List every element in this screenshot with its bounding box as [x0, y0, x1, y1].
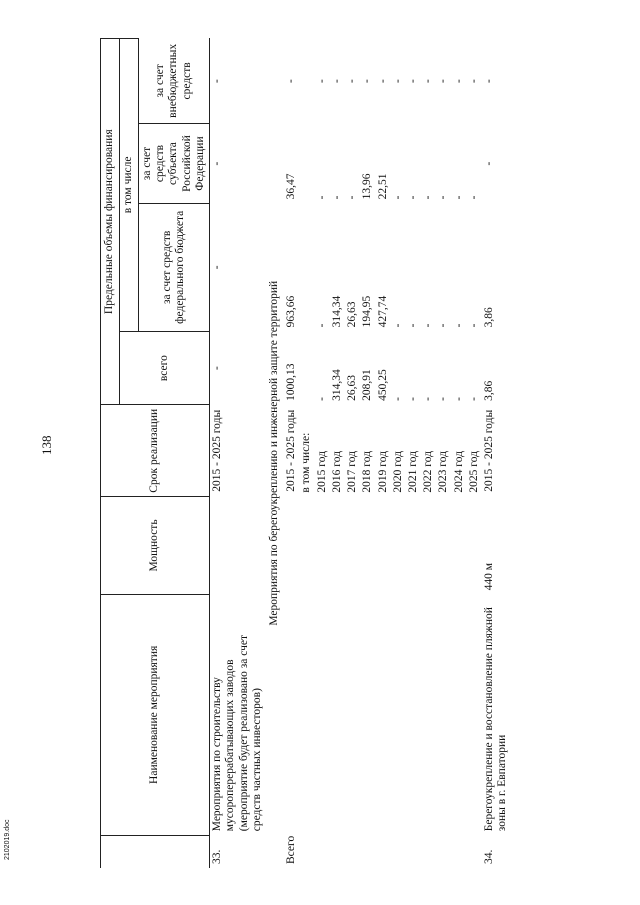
year-reg: - [330, 195, 343, 200]
year-total: 450,25 [376, 369, 389, 401]
year-row [421, 39, 436, 869]
incl-label: в том числе: [300, 432, 313, 493]
year-total: 314,34 [330, 369, 343, 401]
year-total: - [315, 397, 328, 401]
year-label: 2021 год [406, 451, 419, 493]
year-ext: - [452, 79, 465, 84]
header-limits: Предельные объемы финансирования [101, 39, 120, 405]
year-fed: - [437, 323, 450, 328]
page-number: 138 [39, 435, 54, 455]
year-fed: 26,63 [346, 301, 359, 328]
section-title: Мероприятия по берегоукреплению и инженерной защите территорий [267, 280, 280, 626]
year-row [467, 39, 482, 869]
year-reg: - [422, 195, 435, 200]
year-ext: - [315, 79, 328, 84]
year-total: - [467, 397, 480, 401]
year-label: 2017 год [346, 451, 359, 493]
year-row [436, 39, 451, 869]
total-ext: - [285, 79, 298, 84]
year-label: 2015 год [315, 451, 328, 493]
year-fed: - [391, 323, 404, 328]
year-ext: - [376, 79, 389, 84]
year-fed: - [452, 323, 465, 328]
year-reg: - [467, 195, 480, 200]
row-total: - [211, 366, 224, 371]
row-ext: - [483, 79, 496, 84]
row-reg: - [211, 161, 224, 166]
year-total: - [391, 397, 404, 401]
year-fed: - [315, 323, 328, 328]
year-label: 2019 год [376, 451, 389, 493]
year-label: 2022 год [422, 451, 435, 493]
table-row [284, 39, 299, 869]
header-num [101, 835, 210, 868]
total-reg: 36,47 [285, 173, 298, 200]
year-row [406, 39, 421, 869]
year-reg: 13,96 [361, 173, 374, 200]
year-label: 2024 год [452, 451, 465, 493]
header-incl: в том числе [120, 39, 139, 332]
year-label: 2023 год [437, 451, 450, 493]
year-ext: - [346, 79, 359, 84]
year-total: - [452, 397, 465, 401]
header-name: Наименование мероприятия [101, 594, 210, 835]
year-reg: - [346, 195, 359, 200]
year-label: 2018 год [361, 451, 374, 493]
year-label: 2020 год [391, 451, 404, 493]
year-fed: - [467, 323, 480, 328]
header-total: всего [120, 331, 210, 405]
year-row [452, 39, 467, 869]
row-term: 2015 - 2025 годы [483, 409, 496, 492]
year-ext: - [422, 79, 435, 84]
year-fed: 194,95 [361, 295, 374, 328]
header-reg: за счет средств субъекта Российской Федерации [139, 124, 210, 204]
total-term: 2015 - 2025 годы [285, 409, 298, 492]
year-ext: - [391, 79, 404, 84]
year-fed: 314,34 [330, 295, 343, 328]
year-reg: - [391, 195, 404, 200]
row-fed: - [211, 265, 224, 270]
year-fed: 427,74 [376, 295, 389, 328]
row-name: Мероприятия по строительству мусороперерабатывающих заводов (мероприятие будет реализовано за счет средств частных инвесторов) [211, 634, 263, 832]
year-ext: - [406, 79, 419, 84]
year-row [345, 39, 360, 869]
financing-table [100, 38, 510, 868]
total-total: 1000,13 [285, 363, 298, 401]
row-ext: - [211, 79, 224, 84]
year-fed: - [406, 323, 419, 328]
year-total: 26,63 [346, 375, 359, 401]
file-footer: 2102019.doc [4, 819, 11, 860]
row-fed: 3,86 [483, 307, 496, 328]
table-row [299, 39, 314, 869]
rotated-page [40, 22, 600, 882]
row-num: 33. [211, 849, 224, 864]
year-label: 2016 год [330, 451, 343, 493]
year-total: - [422, 397, 435, 401]
total-fed: 963,66 [285, 295, 298, 328]
year-row [391, 39, 406, 869]
year-total: - [406, 397, 419, 401]
row-total: 3,86 [483, 380, 496, 401]
row-power: 440 м [483, 562, 496, 591]
year-reg: - [406, 195, 419, 200]
table-row [482, 39, 510, 869]
year-ext: - [437, 79, 450, 84]
year-row [315, 39, 330, 869]
row-power [210, 497, 265, 595]
header-power: Мощность [101, 497, 210, 595]
row-term: 2015 - 2025 годы [211, 409, 224, 492]
year-row [376, 39, 391, 869]
year-row [360, 39, 375, 869]
year-ext: - [361, 79, 374, 84]
year-fed: - [422, 323, 435, 328]
year-total: 208,91 [361, 369, 374, 401]
table-row [210, 39, 265, 869]
year-ext: - [467, 79, 480, 84]
row-reg: - [483, 161, 496, 166]
row-name: Берегоукрепление и восстановление пляжной зоны в г. Евпатории [483, 607, 509, 832]
section-row [265, 39, 284, 869]
header-ext: за счет внебюджетных средств [139, 39, 210, 124]
year-reg: - [437, 195, 450, 200]
year-reg: - [315, 195, 328, 200]
year-reg: 22,51 [376, 173, 389, 200]
years-body [315, 39, 482, 869]
header-term: Срок реализации [101, 405, 210, 497]
header-fed: за счет средств федерального бюджета [139, 203, 210, 331]
year-ext: - [330, 79, 343, 84]
year-row [330, 39, 345, 869]
total-label: Всего [285, 835, 298, 864]
year-label: 2025 год [467, 451, 480, 493]
year-total: - [437, 397, 450, 401]
row-num: 34. [483, 849, 496, 864]
year-reg: - [452, 195, 465, 200]
